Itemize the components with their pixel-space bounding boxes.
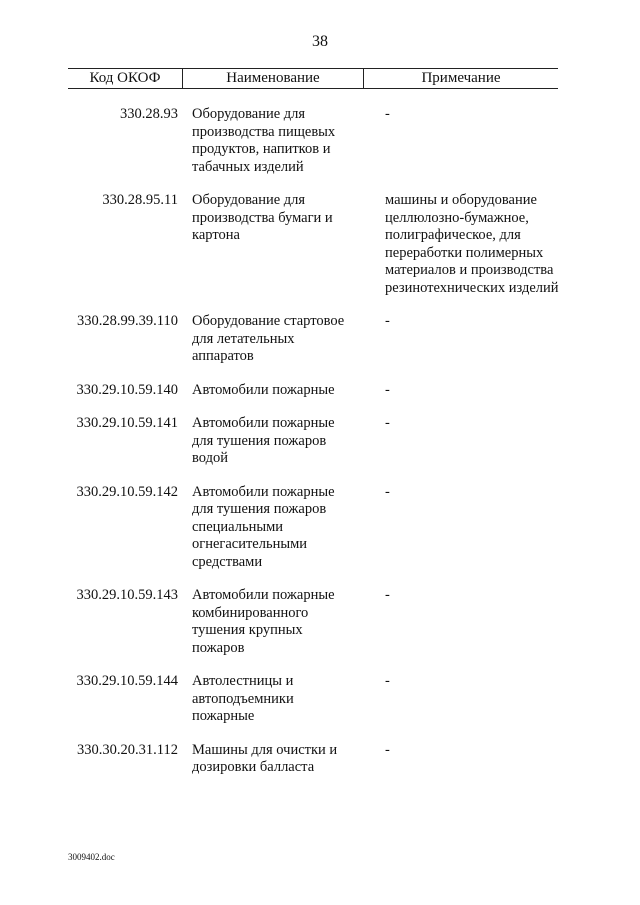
table-row	[0, 382, 640, 400]
page-number: 38	[312, 33, 328, 50]
row-name: Оборудование для производства пищевых продуктов, напитков и табачных изделий	[192, 106, 336, 175]
row-note: -	[385, 741, 390, 758]
row-name: Автомобили пожарные для тушения пожаров водой	[192, 415, 335, 466]
row-note: -	[385, 673, 390, 689]
row-code: 330.28.93	[120, 106, 178, 122]
table-header	[68, 68, 558, 89]
row-code: 330.29.10.59.142	[76, 483, 178, 500]
row-code: 330.29.10.59.141	[76, 415, 178, 431]
row-name: Автомобили пожарные для тушения пожаров специальными огнегасительными средствами	[192, 483, 335, 570]
row-name: Машины для очистки и дозировки балласта	[192, 741, 338, 775]
row-note: -	[385, 381, 390, 398]
row-code: 330.29.10.59.144	[76, 673, 178, 689]
row-code: 330.30.20.31.112	[77, 741, 178, 758]
table-body	[0, 106, 640, 793]
table-row	[0, 484, 640, 572]
row-note: -	[385, 106, 390, 122]
row-note: машины и оборудование целлюлозно-бумажное, полиграфическое, для переработки полимерных материалов и производства резинотехнических изделий	[385, 192, 559, 296]
header-code: Код ОКОФ	[68, 69, 183, 88]
table-row	[0, 106, 640, 176]
row-note: -	[385, 313, 390, 329]
document-reference: 3009402.doc	[68, 852, 115, 862]
row-code: 330.29.10.59.140	[76, 381, 178, 398]
row-code: 330.28.95.11	[102, 192, 178, 208]
row-name: Автолестницы и автоподъемники пожарные	[192, 673, 294, 724]
header-name: Наименование	[183, 69, 364, 88]
row-note: -	[385, 483, 390, 500]
header-note: Примечание	[421, 70, 501, 86]
table-row	[0, 742, 640, 777]
row-note: -	[385, 587, 390, 603]
row-name: Оборудование стартовое для летательных аппаратов	[192, 313, 345, 364]
table-row	[0, 415, 640, 468]
row-note: -	[385, 415, 390, 431]
table-row	[0, 673, 640, 726]
row-name: Автомобили пожарные	[192, 381, 335, 398]
table-row	[0, 587, 640, 657]
row-code: 330.29.10.59.143	[76, 587, 178, 603]
row-name: Автомобили пожарные комбинированного тушения крупных пожаров	[192, 587, 335, 656]
table-row	[0, 313, 640, 366]
row-name: Оборудование для производства бумаги и картона	[192, 192, 333, 243]
row-code: 330.28.99.39.110	[77, 313, 178, 329]
table-row	[0, 192, 640, 297]
